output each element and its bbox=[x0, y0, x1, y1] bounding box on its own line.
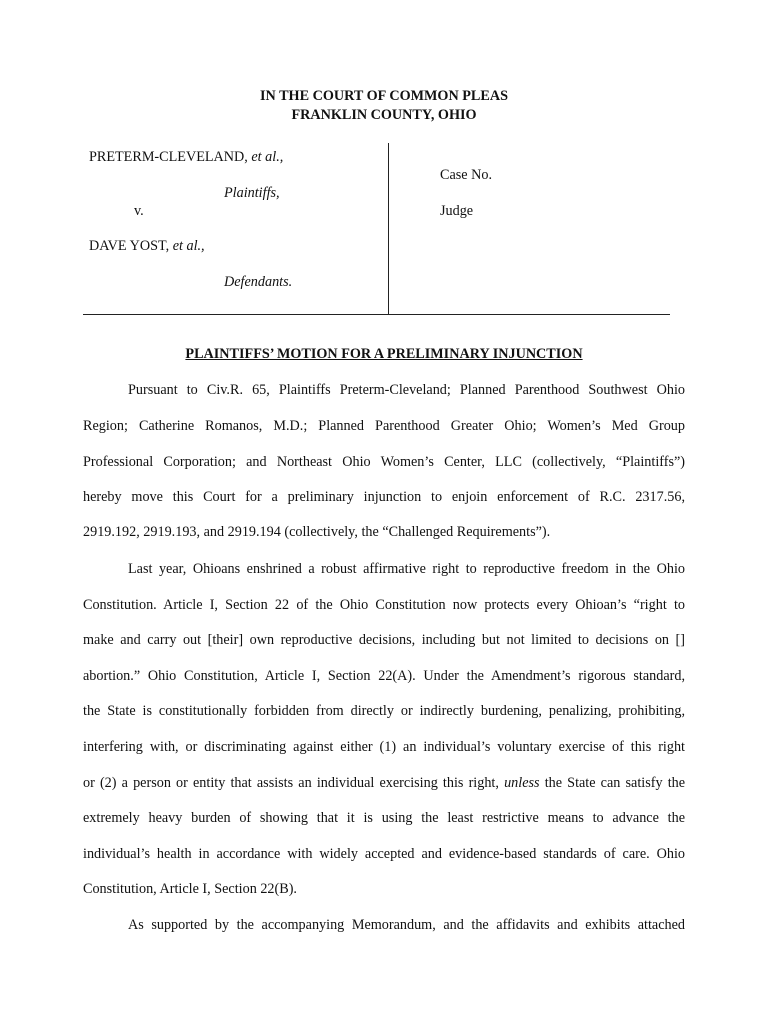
body-line: As supported by the accompanying Memorandum, and the affidavits and exhibits attached bbox=[128, 917, 685, 933]
body-text: or (2) a person or entity that assists an individual exercising this right, bbox=[83, 775, 499, 791]
court-name: IN THE COURT OF COMMON PLEAS bbox=[260, 88, 508, 104]
body-line: Pursuant to Civ.R. 65, Plaintiffs Preterm-Cleveland; Planned Parenthood Southwest Ohio bbox=[128, 382, 685, 398]
body-line: individual’s health in accordance with widely accepted and evidence-based standards of care. Ohio bbox=[83, 846, 685, 862]
body-line: hereby move this Court for a preliminary injunction to enjoin enforcement of R.C. 2317.56, bbox=[83, 489, 685, 505]
court-county: FRANKLIN COUNTY, OHIO bbox=[291, 107, 477, 123]
body-line: abortion.” Ohio Constitution, Article I, Section 22(A). Under the Amendment’s rigorous standard, bbox=[83, 668, 685, 684]
defendant-party bbox=[89, 238, 205, 255]
emphasis-unless: unless bbox=[504, 775, 540, 791]
defendant-etal: et al., bbox=[172, 238, 205, 254]
body-line: extremely heavy burden of showing that it is using the least restrictive means to advance the bbox=[83, 810, 685, 826]
body-line: the State is constitutionally forbidden from directly or indirectly burdening, penalizing, prohibiting, bbox=[83, 703, 685, 719]
body-line: Constitution. Article I, Section 22 of the Ohio Constitution now protects every Ohioan’s “right to bbox=[83, 597, 685, 613]
plaintiff-name: PRETERM-CLEVELAND, bbox=[89, 149, 248, 165]
body-line: Constitution, Article I, Section 22(B). bbox=[83, 881, 297, 897]
body-line-mixed bbox=[83, 775, 685, 792]
body-line: make and carry out [their] own reproductive decisions, including but not limited to decisions on [] bbox=[83, 632, 685, 648]
body-line: Region; Catherine Romanos, M.D.; Planned Parenthood Greater Ohio; Women’s Med Group bbox=[83, 418, 685, 434]
plaintiffs-label: Plaintiffs, bbox=[224, 185, 280, 201]
body-line: Last year, Ohioans enshrined a robust affirmative right to reproductive freedom in the Ohio bbox=[128, 561, 685, 577]
case-number-label: Case No. bbox=[440, 167, 493, 183]
defendant-name: DAVE YOST, bbox=[89, 238, 170, 254]
caption-divider-horizontal bbox=[83, 314, 670, 315]
body-line: 2919.192, 2919.193, and 2919.194 (collectively, the “Challenged Requirements”). bbox=[83, 524, 551, 540]
body-line: interfering with, or discriminating against either (1) an individual’s voluntary exercise of this right bbox=[83, 739, 685, 755]
defendants-label: Defendants. bbox=[224, 274, 293, 290]
judge-label: Judge bbox=[440, 203, 474, 219]
versus-label: v. bbox=[134, 203, 144, 219]
caption-divider-vertical bbox=[388, 143, 389, 314]
body-line: Professional Corporation; and Northeast Ohio Women’s Center, LLC (collectively, “Plaintiffs”) bbox=[83, 454, 685, 470]
plaintiff-etal: et al., bbox=[251, 149, 284, 165]
motion-title: PLAINTIFFS’ MOTION FOR A PRELIMINARY INJUNCTION bbox=[185, 346, 583, 362]
body-text: the State can satisfy the bbox=[544, 775, 686, 791]
plaintiff-party bbox=[89, 149, 283, 166]
